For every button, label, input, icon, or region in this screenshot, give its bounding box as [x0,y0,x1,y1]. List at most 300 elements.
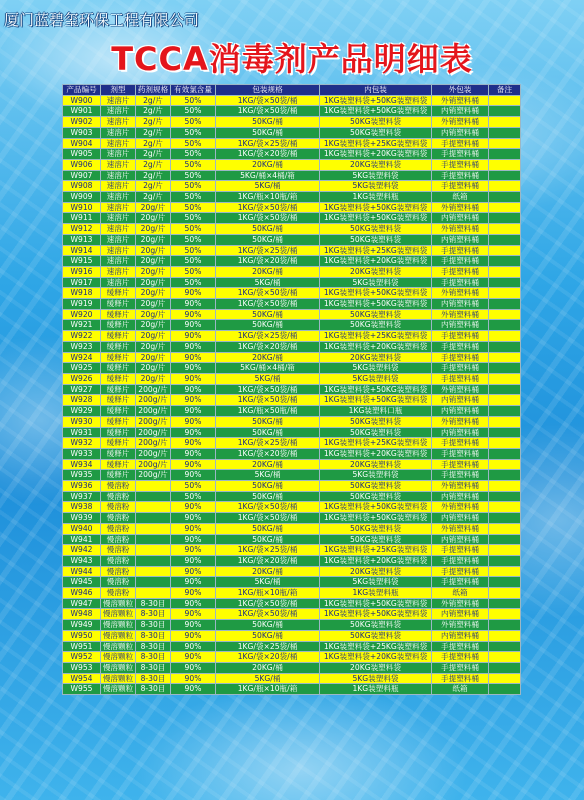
cell-code: W954 [63,673,101,684]
cell-spec: 20g/片 [136,341,171,352]
cell-outer: 手提塑料桶 [432,555,489,566]
cell-package: 1KG/袋×50袋/桶 [216,502,320,513]
cell-chlorine: 90% [171,641,216,652]
cell-outer: 纸箱 [432,684,489,695]
cell-spec: 2g/片 [136,106,171,117]
cell-chlorine: 50% [171,224,216,235]
cell-package: 1KG/袋×50袋/桶 [216,384,320,395]
cell-form: 慢溶颗粒 [101,652,136,663]
table-row [63,341,521,352]
cell-remark [489,341,521,352]
cell-code: W923 [63,341,101,352]
header-inner-package: 内包装 [320,85,432,96]
cell-remark [489,427,521,438]
cell-form: 缓释片 [101,470,136,481]
cell-chlorine: 50% [171,138,216,149]
cell-remark [489,620,521,631]
cell-chlorine: 50% [171,481,216,492]
cell-outer: 手提塑料桶 [432,373,489,384]
cell-chlorine: 90% [171,373,216,384]
cell-remark [489,149,521,160]
cell-package: 1KG/瓶×50瓶/桶 [216,406,320,417]
page-title: TCCA消毒剂产品明细表 [111,40,473,78]
cell-outer: 手提塑料桶 [432,266,489,277]
cell-chlorine: 90% [171,438,216,449]
table-row [63,181,521,192]
cell-spec: 20g/片 [136,256,171,267]
cell-outer: 外销塑料桶 [432,224,489,235]
cell-remark [489,609,521,620]
cell-remark [489,234,521,245]
cell-remark [489,459,521,470]
cell-package: 50KG/桶 [216,234,320,245]
cell-remark [489,159,521,170]
cell-code: W910 [63,202,101,213]
cell-outer: 手提塑料桶 [432,662,489,673]
table-row [63,427,521,438]
cell-inner: 50KG装塑料袋 [320,320,432,331]
cell-remark [489,320,521,331]
cell-remark [489,245,521,256]
table-row [63,384,521,395]
cell-chlorine: 90% [171,588,216,599]
table-row [63,577,521,588]
cell-remark [489,373,521,384]
cell-remark [489,309,521,320]
cell-package: 1KG/袋×25袋/桶 [216,138,320,149]
cell-chlorine: 50% [171,95,216,106]
cell-code: W951 [63,641,101,652]
cell-outer: 手提塑料桶 [432,256,489,267]
cell-form: 缓释片 [101,438,136,449]
cell-inner: 5KG装塑料袋 [320,170,432,181]
cell-form: 速溶片 [101,256,136,267]
cell-package: 1KG/袋×50袋/桶 [216,299,320,310]
cell-chlorine: 90% [171,288,216,299]
cell-form: 速溶片 [101,245,136,256]
cell-outer: 外销塑料桶 [432,481,489,492]
cell-form: 慢溶粉 [101,491,136,502]
cell-spec: 20g/片 [136,373,171,384]
cell-code: W914 [63,245,101,256]
cell-code: W906 [63,159,101,170]
cell-spec: 200g/片 [136,406,171,417]
cell-spec [136,577,171,588]
cell-code: W931 [63,427,101,438]
cell-code: W933 [63,448,101,459]
table-row [63,620,521,631]
cell-chlorine: 90% [171,652,216,663]
cell-spec: 20g/片 [136,288,171,299]
cell-form: 慢溶粉 [101,555,136,566]
cell-form: 慢溶粉 [101,502,136,513]
cell-outer: 纸箱 [432,588,489,599]
table-row [63,202,521,213]
cell-code: W927 [63,384,101,395]
cell-form: 慢溶粉 [101,534,136,545]
cell-code: W912 [63,224,101,235]
cell-form: 缓释片 [101,331,136,342]
cell-remark [489,106,521,117]
cell-spec: 8-30目 [136,620,171,631]
cell-spec: 2g/片 [136,192,171,203]
cell-form: 速溶片 [101,106,136,117]
cell-spec: 20g/片 [136,299,171,310]
cell-chlorine: 90% [171,523,216,534]
cell-form: 速溶片 [101,159,136,170]
table-row [63,673,521,684]
cell-inner: 50KG装塑料袋 [320,234,432,245]
table-row [63,588,521,599]
cell-inner: 1KG装塑料袋+20KG装塑料袋 [320,652,432,663]
cell-outer: 纸箱 [432,192,489,203]
cell-package: 1KG/袋×25袋/桶 [216,331,320,342]
table-row [63,416,521,427]
cell-inner: 1KG装塑料袋+25KG装塑料袋 [320,641,432,652]
cell-remark [489,662,521,673]
cell-remark [489,288,521,299]
cell-outer: 外销塑料桶 [432,202,489,213]
cell-chlorine: 90% [171,502,216,513]
cell-spec: 20g/片 [136,234,171,245]
table-row [63,438,521,449]
cell-package: 20KG/桶 [216,352,320,363]
cell-chlorine: 50% [171,234,216,245]
cell-outer: 外销塑料桶 [432,598,489,609]
cell-inner: 1KG装塑料袋+50KG装塑料袋 [320,609,432,620]
cell-remark [489,331,521,342]
cell-remark [489,684,521,695]
cell-code: W900 [63,95,101,106]
cell-inner: 20KG装塑料袋 [320,266,432,277]
cell-outer: 外销塑料桶 [432,309,489,320]
cell-package: 50KG/桶 [216,117,320,128]
table-row [63,213,521,224]
cell-package: 50KG/桶 [216,491,320,502]
cell-outer: 手提塑料桶 [432,459,489,470]
cell-package: 1KG/袋×50袋/桶 [216,598,320,609]
cell-remark [489,577,521,588]
cell-code: W905 [63,149,101,160]
table-row [63,652,521,663]
cell-code: W928 [63,395,101,406]
cell-package: 50KG/桶 [216,534,320,545]
cell-outer: 内销塑料桶 [432,491,489,502]
cell-form: 缓释片 [101,320,136,331]
cell-spec: 8-30目 [136,662,171,673]
cell-package: 1KG/袋×50袋/桶 [216,106,320,117]
cell-form: 慢溶颗粒 [101,662,136,673]
cell-form: 速溶片 [101,234,136,245]
cell-remark [489,384,521,395]
table-row [63,406,521,417]
cell-package: 1KG/袋×50袋/桶 [216,288,320,299]
cell-chlorine: 50% [171,202,216,213]
cell-form: 缓释片 [101,363,136,374]
cell-remark [489,192,521,203]
cell-chlorine: 90% [171,470,216,481]
cell-inner: 50KG装塑料袋 [320,491,432,502]
cell-inner: 1KG装塑料瓶 [320,192,432,203]
cell-spec: 200g/片 [136,395,171,406]
cell-spec: 2g/片 [136,117,171,128]
cell-outer: 内销塑料桶 [432,213,489,224]
cell-form: 速溶片 [101,213,136,224]
cell-remark [489,127,521,138]
cell-inner: 5KG装塑料袋 [320,673,432,684]
cell-outer: 外销塑料桶 [432,523,489,534]
cell-package: 5KG/桶 [216,277,320,288]
cell-code: W940 [63,523,101,534]
cell-code: W922 [63,331,101,342]
cell-inner: 1KG装塑料袋+50KG装塑料袋 [320,202,432,213]
cell-spec: 2g/片 [136,170,171,181]
table-row [63,224,521,235]
table-row [63,523,521,534]
cell-inner: 50KG装塑料袋 [320,427,432,438]
cell-inner: 5KG装塑料袋 [320,277,432,288]
cell-spec: 2g/片 [136,127,171,138]
cell-spec: 200g/片 [136,427,171,438]
cell-package: 5KG/桶 [216,577,320,588]
cell-package: 1KG/瓶×10瓶/箱 [216,588,320,599]
cell-outer: 手提塑料桶 [432,641,489,652]
cell-chlorine: 90% [171,609,216,620]
cell-package: 20KG/桶 [216,459,320,470]
cell-package: 20KG/桶 [216,662,320,673]
cell-spec [136,513,171,524]
cell-spec: 2g/片 [136,181,171,192]
cell-inner: 1KG装塑料袋+50KG装塑料袋 [320,598,432,609]
cell-inner: 50KG装塑料袋 [320,481,432,492]
cell-form: 缓释片 [101,395,136,406]
cell-code: W953 [63,662,101,673]
cell-chlorine: 50% [171,170,216,181]
cell-code: W948 [63,609,101,620]
cell-code: W929 [63,406,101,417]
cell-remark [489,545,521,556]
table-row [63,684,521,695]
cell-remark [489,181,521,192]
cell-code: W934 [63,459,101,470]
cell-code: W935 [63,470,101,481]
cell-outer: 手提塑料桶 [432,245,489,256]
cell-inner: 50KG装塑料袋 [320,224,432,235]
cell-chlorine: 50% [171,266,216,277]
cell-code: W902 [63,117,101,128]
cell-code: W908 [63,181,101,192]
cell-package: 1KG/袋×20袋/桶 [216,149,320,160]
cell-inner: 1KG装塑料袋+25KG装塑料袋 [320,245,432,256]
cell-chlorine: 50% [171,192,216,203]
cell-remark [489,416,521,427]
cell-package: 1KG/袋×20袋/桶 [216,341,320,352]
cell-package: 1KG/袋×25袋/桶 [216,245,320,256]
cell-form: 速溶片 [101,149,136,160]
cell-remark [489,566,521,577]
header-package: 包装规格 [216,85,320,96]
cell-outer: 内销塑料桶 [432,406,489,417]
cell-outer: 手提塑料桶 [432,181,489,192]
cell-package: 50KG/桶 [216,416,320,427]
cell-outer: 外销塑料桶 [432,117,489,128]
cell-form: 速溶片 [101,181,136,192]
cell-code: W918 [63,288,101,299]
cell-code: W913 [63,234,101,245]
cell-code: W930 [63,416,101,427]
cell-form: 速溶片 [101,277,136,288]
cell-package: 1KG/袋×20袋/桶 [216,555,320,566]
cell-spec: 20g/片 [136,320,171,331]
cell-remark [489,352,521,363]
cell-code: W945 [63,577,101,588]
cell-chlorine: 90% [171,331,216,342]
cell-outer: 外销塑料桶 [432,416,489,427]
cell-chlorine: 50% [171,159,216,170]
table-row [63,566,521,577]
cell-code: W942 [63,545,101,556]
cell-outer: 内销塑料桶 [432,299,489,310]
cell-chlorine: 50% [171,213,216,224]
cell-inner: 5KG装塑料袋 [320,363,432,374]
cell-outer: 手提塑料桶 [432,438,489,449]
cell-chlorine: 90% [171,299,216,310]
cell-inner: 20KG装塑料袋 [320,352,432,363]
cell-chlorine: 90% [171,341,216,352]
cell-form: 缓释片 [101,448,136,459]
cell-form: 慢溶粉 [101,545,136,556]
cell-inner: 1KG装塑料瓶 [320,684,432,695]
table-row [63,352,521,363]
cell-spec [136,481,171,492]
cell-remark [489,534,521,545]
cell-chlorine: 90% [171,406,216,417]
cell-outer: 内销塑料桶 [432,513,489,524]
header-spec: 药剂规格 [136,85,171,96]
cell-chlorine: 90% [171,673,216,684]
cell-remark [489,256,521,267]
cell-outer: 内销塑料桶 [432,395,489,406]
cell-chlorine: 90% [171,620,216,631]
cell-spec: 20g/片 [136,352,171,363]
cell-package: 1KG/瓶×10瓶/箱 [216,192,320,203]
cell-package: 50KG/桶 [216,224,320,235]
cell-spec: 20g/片 [136,224,171,235]
cell-code: W915 [63,256,101,267]
cell-code: W941 [63,534,101,545]
cell-form: 速溶片 [101,138,136,149]
cell-spec [136,491,171,502]
cell-package: 5KG/桶×4桶/箱 [216,170,320,181]
header-outer-package: 外包装 [432,85,489,96]
cell-outer: 内销塑料桶 [432,609,489,620]
table-row [63,309,521,320]
cell-remark [489,588,521,599]
cell-spec: 200g/片 [136,448,171,459]
table-row [63,395,521,406]
cell-form: 慢溶粉 [101,523,136,534]
table-row [63,363,521,374]
company-name: 厦门蓝碧玺环保工程有限公司 [4,11,200,29]
cell-inner: 50KG装塑料袋 [320,534,432,545]
cell-outer: 手提塑料桶 [432,566,489,577]
cell-chlorine: 90% [171,662,216,673]
table-row [63,299,521,310]
cell-outer: 手提塑料桶 [432,352,489,363]
cell-inner: 1KG装塑料口瓶 [320,406,432,417]
table-row [63,373,521,384]
cell-spec: 20g/片 [136,266,171,277]
cell-spec [136,545,171,556]
cell-remark [489,652,521,663]
cell-form: 慢溶粉 [101,577,136,588]
cell-outer: 内销塑料桶 [432,234,489,245]
table-row [63,491,521,502]
cell-inner: 20KG装塑料袋 [320,662,432,673]
cell-package: 1KG/袋×50袋/桶 [216,395,320,406]
cell-chlorine: 50% [171,106,216,117]
cell-remark [489,438,521,449]
cell-form: 速溶片 [101,117,136,128]
table-row [63,470,521,481]
cell-form: 缓释片 [101,341,136,352]
cell-code: W932 [63,438,101,449]
cell-package: 1KG/袋×20袋/桶 [216,256,320,267]
cell-remark [489,598,521,609]
cell-chlorine: 90% [171,363,216,374]
cell-form: 缓释片 [101,416,136,427]
cell-inner: 1KG装塑料袋+20KG装塑料袋 [320,256,432,267]
cell-outer: 内销塑料桶 [432,534,489,545]
cell-remark [489,266,521,277]
cell-package: 1KG/袋×25袋/桶 [216,438,320,449]
table-row [63,481,521,492]
table-row [63,192,521,203]
cell-chlorine: 50% [171,277,216,288]
cell-inner: 1KG装塑料袋+20KG装塑料袋 [320,341,432,352]
cell-outer: 手提塑料桶 [432,277,489,288]
table-row [63,609,521,620]
table-row [63,641,521,652]
cell-code: W946 [63,588,101,599]
cell-chlorine: 90% [171,566,216,577]
cell-form: 速溶片 [101,224,136,235]
cell-inner: 1KG装塑料袋+50KG装塑料袋 [320,384,432,395]
cell-package: 50KG/桶 [216,620,320,631]
cell-form: 缓释片 [101,459,136,470]
cell-chlorine: 90% [171,309,216,320]
cell-remark [489,224,521,235]
cell-outer: 手提塑料桶 [432,448,489,459]
table-row [63,545,521,556]
cell-spec: 20g/片 [136,363,171,374]
cell-chlorine: 50% [171,127,216,138]
cell-spec: 200g/片 [136,416,171,427]
cell-chlorine: 50% [171,491,216,502]
cell-chlorine: 50% [171,181,216,192]
cell-outer: 外销塑料桶 [432,620,489,631]
cell-form: 缓释片 [101,288,136,299]
cell-inner: 1KG装塑料袋+25KG装塑料袋 [320,545,432,556]
table-row [63,170,521,181]
cell-remark [489,363,521,374]
cell-outer: 手提塑料桶 [432,159,489,170]
cell-chlorine: 90% [171,598,216,609]
cell-inner: 1KG装塑料袋+50KG装塑料袋 [320,395,432,406]
cell-code: W919 [63,299,101,310]
cell-package: 50KG/桶 [216,320,320,331]
cell-form: 慢溶颗粒 [101,630,136,641]
